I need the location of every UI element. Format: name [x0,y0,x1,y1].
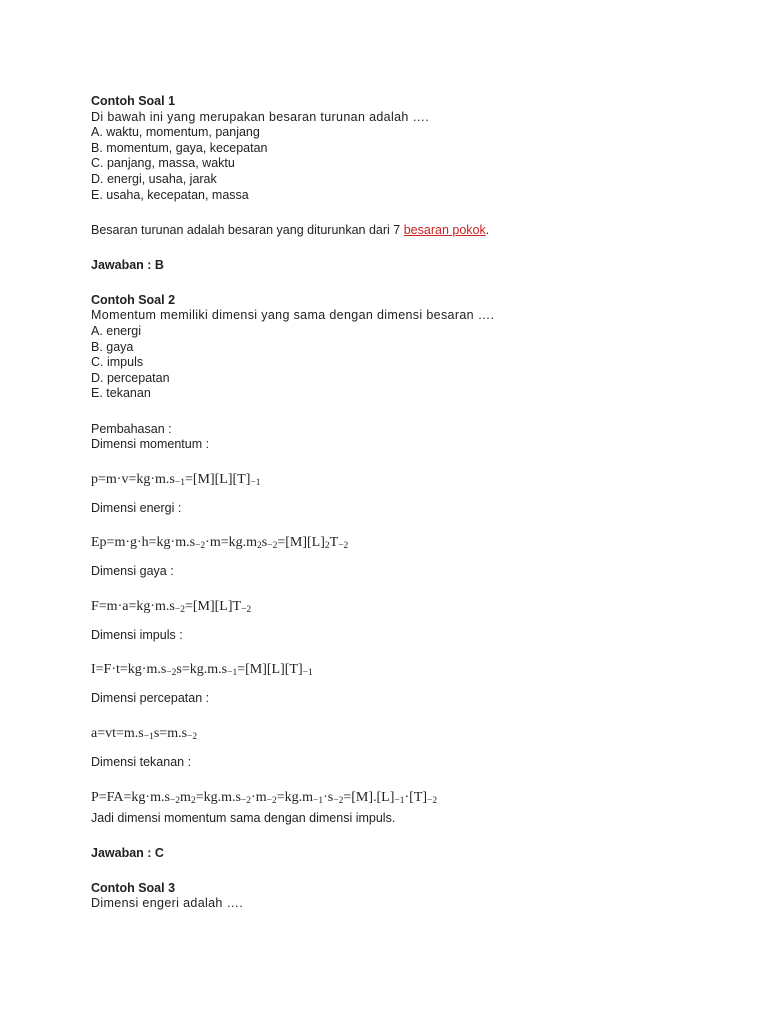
soal-2-title: Contoh Soal 2 [91,292,176,307]
dim-impuls-label: Dimensi impuls : [91,627,183,642]
dim-percepatan-label: Dimensi percepatan : [91,691,210,706]
soal-2-option-e: E. tekanan [91,386,151,401]
formula-momentum: $p=m\cdot v=kg\cdot m.s_{-1}=[M][L][T]_{-1}$ [91,471,261,488]
soal-2-option-c: C. impuls [91,355,144,370]
formula-energi: $Ep=m\cdot g\cdot h=kg\cdot m.s_{-2}\cdot m=kg.m_2s_{-2}=[M][L]_2T_{-2}$ [91,535,349,552]
dim-energi-label: Dimensi energi : [91,500,182,515]
soal-3-title: Contoh Soal 3 [91,880,176,895]
besaran-pokok-link[interactable]: besaran pokok [403,222,486,237]
dim-gaya-label: Dimensi gaya : [91,564,174,579]
soal-1-option-e: E. usaha, kecepatan, massa [91,187,249,202]
soal-1-option-b: B. momentum, gaya, kecepatan [91,140,268,155]
soal-1-option-c: C. panjang, massa, waktu [91,156,235,171]
soal-2-option-d: D. percepatan [91,370,170,385]
soal-1-answer: Jawaban : B [91,257,164,272]
formula-impuls: $I=F\cdot t=kg\cdot m.s_{-2}s=kg.m.s_{-1}=[M][L][T]_{-1}$ [91,662,313,679]
formula-tekanan: $P=FA=kg\cdot m.s_{-2}m_2=kg.m.s_{-2}\cdot m_{-2}=kg.m_{-1}\cdot s_{-2}=[M].[L]_{-1}\cdot[T]_{-2}$ [91,789,438,806]
soal-1-explanation [91,223,731,239]
explanation-text: Besaran turunan adalah besaran yang diturunkan dari 7 [91,222,404,237]
dim-momentum-label: Dimensi momentum : [91,437,210,452]
soal-2-option-a: A. energi [91,324,142,339]
soal-1-title: Contoh Soal 1 [91,94,176,108]
document-body [91,94,731,912]
soal-2-question: Momentum memiliki dimensi yang sama dengan dimensi besaran …. [91,308,495,323]
soal-2-option-b: B. gaya [91,339,134,354]
soal-2-answer: Jawaban : C [91,845,164,860]
discussion-label: Pembahasan : [91,421,172,436]
soal-1-option-d: D. energi, usaha, jarak [91,171,217,186]
dim-tekanan-label: Dimensi tekanan : [91,755,192,770]
soal-3-question: Dimensi engeri adalah …. [91,896,244,911]
formula-percepatan: $a=vt=m.s_{-1}s=m.s_{-2}$ [91,726,198,743]
soal-1-question: Di bawah ini yang merupakan besaran turunan adalah …. [91,109,430,124]
formula-gaya: $F=m\cdot a=kg\cdot m.s_{-2}=[M][L]T_{-2}$ [91,598,252,615]
explanation-end: . [485,222,490,237]
soal-1-option-a: A. waktu, momentum, panjang [91,125,260,140]
soal-2-conclusion: Jadi dimensi momentum sama dengan dimensi impuls. [91,810,396,825]
